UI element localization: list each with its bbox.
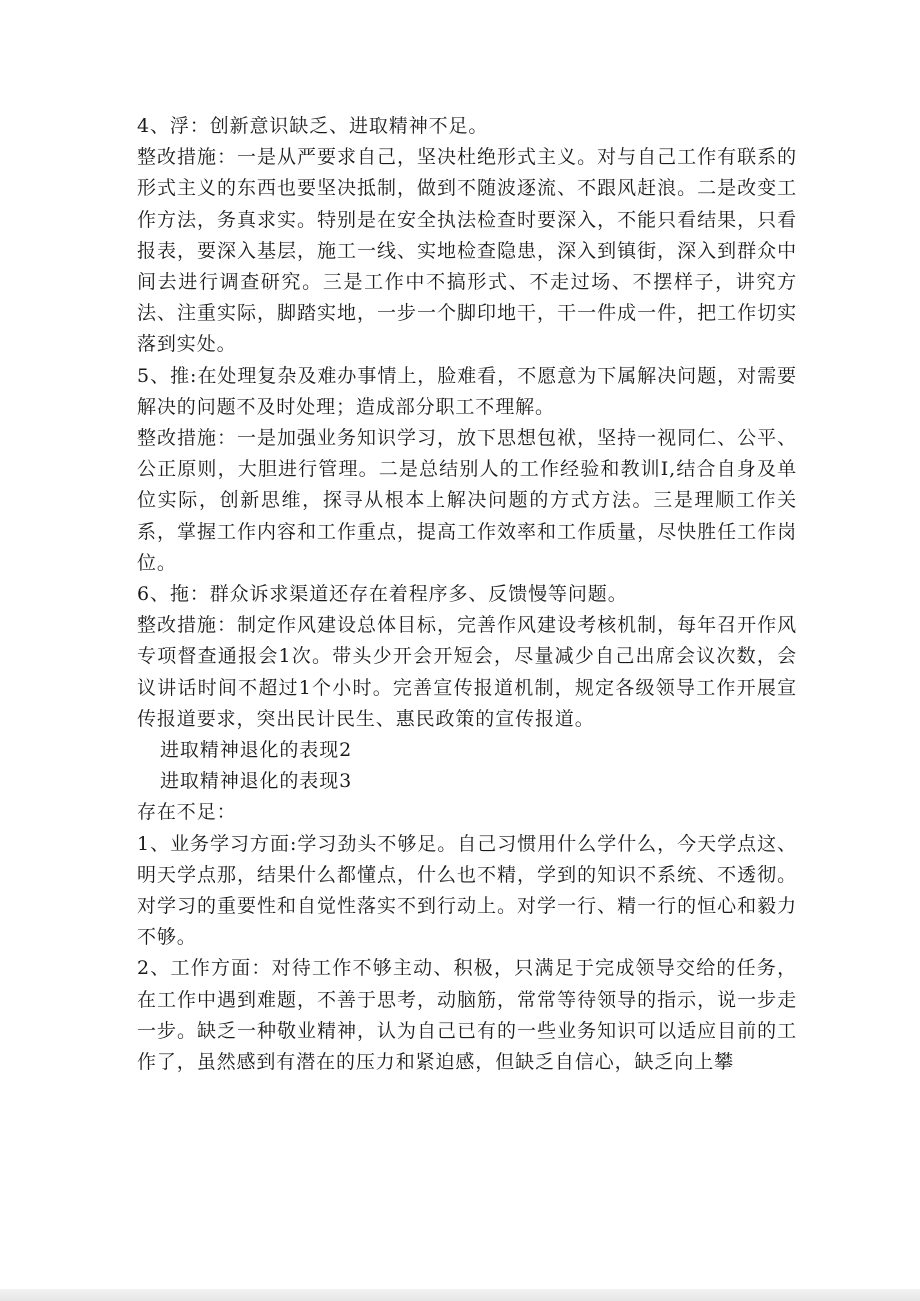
paragraph-item-4-float: 4、浮：创新意识缺乏、进取精神不足。: [137, 115, 489, 137]
paragraph-shortcomings-label: 存在不足：: [137, 801, 237, 824]
section-heading-3: 进取精神退化的表现3: [160, 770, 353, 793]
paragraph-shortcoming-2: 2、工作方面：对待工作不够主动、积极，只满足于完成领导交给的任务，在工作中遇到难题，不善于思考，动脑筋，常常等待领导的指示，说一步走一步。缺乏一种敬业精神，认为自己已有的一些业务知识可以适应目前的工作了，虽然感到有潜在的压力和紧迫感，但缺乏自信心，缺乏向上攀: [137, 957, 797, 1074]
paragraph-measures-5: 整改措施：一是加强业务知识学习，放下思想包袱，坚持一视同仁、公平、公正原则，大胆进行管理。二是总结别人的工作经验和教训I,结合自身及单位实际，创新思维，探寻从根本上解决问题的方式方法。三是理顺工作关系，掌握工作内容和工作重点，提高工作效率和工作质量，尽快胜任工作岗位。: [137, 427, 797, 574]
paragraph-measures-6: 整改措施：制定作风建设总体目标，完善作风建设考核机制，每年召开作风专项督查通报会1次。带头少开会开短会，尽量减少自己出席会议次数，会议讲话时间不超过1个小时。完善宣传报道机制，规定各级领导工作开展宣传报道要求，突出民计民生、惠民政策的宣传报道。: [137, 614, 797, 730]
paragraph-item-5-push: 5、推:在处理复杂及难办事情上，脸难看，不愿意为下属解决问题，对需要解决的问题不及时处理；造成部分职工不理解。: [137, 364, 797, 418]
paragraph-shortcoming-1: 1、业务学习方面:学习劲头不够足。自己习惯用什么学什么，今天学点这、明天学点那，结果什么都懂点，什么也不精，学到的知识不系统、不透彻。对学习的重要性和自觉性落实不到行动上。对学一行、精一行的恒心和毅力不够。: [137, 832, 797, 949]
page-bottom-edge: [0, 1289, 920, 1301]
document-body: [137, 111, 797, 1078]
section-heading-2: 进取精神退化的表现2: [160, 739, 353, 762]
paragraph-measures-4: 整改措施：一是从严要求自己，坚决杜绝形式主义。对与自己工作有联系的形式主义的东西也要坚决抵制，做到不随波逐流、不跟风赶浪。二是改变工作方法，务真求实。特别是在安全执法检查时要深入，不能只看结果，只看报表，要深入基层，施工一线、实地检查隐患，深入到镇街，深入到群众中间去进行调查研究。三是工作中不搞形式、不走过场、不摆样子，讲究方法、注重实际，脚踏实地，一步一个脚印地干，干一件成一件，把工作切实落到实处。: [137, 146, 797, 356]
paragraph-item-6-delay: 6、拖：群众诉求渠道还存在着程序多、反馈慢等问题。: [137, 583, 628, 606]
